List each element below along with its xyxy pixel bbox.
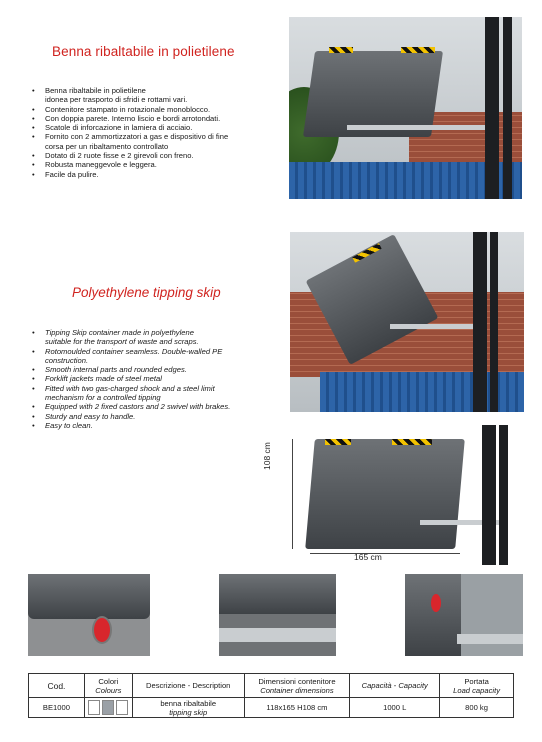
cell-dimensions: 118x165 H108 cm xyxy=(244,698,350,718)
list-item-line: • Benna ribaltabile in polietilene xyxy=(45,86,146,95)
list-item-line: corsa per un ribaltamento controllato xyxy=(45,141,169,151)
list-item xyxy=(31,402,263,411)
list-item-line: • Contenitore stampato in rotazionale monoblocco. xyxy=(45,104,211,114)
width-dimension-label: 165 cm xyxy=(354,552,382,562)
list-item-line: • Dotato di 2 ruote fisse e 2 girevoli con freno. xyxy=(45,151,194,161)
list-item xyxy=(31,86,263,105)
list-item-line: • Forklift jackets made of steel metal xyxy=(45,374,162,384)
list-item xyxy=(31,114,263,123)
list-item-line: • Rotomoulded container seamless. Double-walled PE xyxy=(45,346,223,356)
colour-swatch xyxy=(116,700,128,715)
list-item-line: • Smooth internal parts and rounded edges. xyxy=(45,365,187,375)
photo-skip-dimensions xyxy=(270,425,524,565)
list-item-line: idonea per trasporto di sfridi e rottami vari. xyxy=(45,95,188,105)
photo-detail-castor xyxy=(28,574,150,656)
spec-table xyxy=(28,673,514,718)
colour-swatch xyxy=(88,700,100,715)
list-item xyxy=(31,412,263,421)
photo-detail-forklift-jacket xyxy=(219,574,336,656)
title-english: Polyethylene tipping skip xyxy=(72,285,221,300)
list-item-line: • Robusta maneggevole e leggera. xyxy=(45,160,157,170)
list-item xyxy=(31,123,263,132)
list-item xyxy=(31,365,263,374)
bullet-list-english xyxy=(31,328,263,430)
list-item-line: • Easy to clean. xyxy=(45,420,93,430)
list-item-line: • Tipping Skip container made in polyethylene xyxy=(45,328,194,337)
list-item xyxy=(31,328,263,347)
photo-detail-tipping-mechanism xyxy=(405,574,523,656)
cell-load: 800 kg xyxy=(440,698,514,718)
header-portata-label: Portata xyxy=(464,676,489,686)
header-colours xyxy=(84,674,132,698)
header-capacity: Capacità - Capacity xyxy=(350,674,440,698)
header-load xyxy=(440,674,514,698)
table-row xyxy=(29,698,514,718)
list-item xyxy=(31,132,263,151)
list-item xyxy=(31,347,263,366)
list-item-line: construction. xyxy=(45,355,89,365)
header-description: Descrizione - Description xyxy=(132,674,244,698)
header-colori-label: Colori xyxy=(98,676,119,686)
list-item-line: • Facile da pulire. xyxy=(45,169,99,179)
header-dimensions xyxy=(244,674,350,698)
list-item-line: • Con doppia parete. Interno liscio e bordi arrotondati. xyxy=(45,113,221,123)
list-item xyxy=(31,421,263,430)
list-item-line: • Sturdy and easy to handle. xyxy=(45,411,136,421)
header-container-dimensions-label: Container dimensions xyxy=(260,685,334,695)
list-item-line: suitable for the transport of waste and scraps. xyxy=(45,337,199,347)
height-dimension-label: 108 cm xyxy=(262,442,272,470)
list-item xyxy=(31,160,263,169)
list-item xyxy=(31,384,263,403)
list-item xyxy=(31,170,263,179)
list-item-line: • Scatole di inforcazione in lamiera di acciaio. xyxy=(45,123,193,133)
photo-skip-tipping xyxy=(290,232,524,412)
cell-colour-swatches xyxy=(84,698,132,718)
header-cod: Cod. xyxy=(29,674,85,698)
desc-italian: benna ribaltabile xyxy=(160,698,217,708)
list-item-line: • Fornito con 2 ammortizzatori a gas e dispositivo di fine xyxy=(45,132,229,142)
cell-cod: BE1000 xyxy=(29,698,85,718)
header-dimensioni-label: Dimensioni contenitore xyxy=(258,676,336,686)
list-item xyxy=(31,374,263,383)
cell-description xyxy=(132,698,244,718)
header-load-capacity-label: Load capacity xyxy=(453,685,500,695)
colour-swatch xyxy=(102,700,114,715)
bullet-list-italian xyxy=(31,86,263,179)
list-item xyxy=(31,151,263,160)
list-item-line: mechanism for a controlled tipping xyxy=(45,393,161,403)
list-item-line: • Equipped with 2 fixed castors and 2 swivel with brakes. xyxy=(45,402,231,412)
title-italian: Benna ribaltabile in polietilene xyxy=(52,44,235,59)
list-item xyxy=(31,105,263,114)
header-colours-label: Colours xyxy=(95,685,122,695)
photo-skip-forklift-upright xyxy=(289,17,522,199)
list-item-line: • Fitted with two gas-charged shock and a steel limit xyxy=(45,383,215,393)
desc-english: tipping skip xyxy=(169,707,208,717)
cell-capacity: 1000 L xyxy=(350,698,440,718)
